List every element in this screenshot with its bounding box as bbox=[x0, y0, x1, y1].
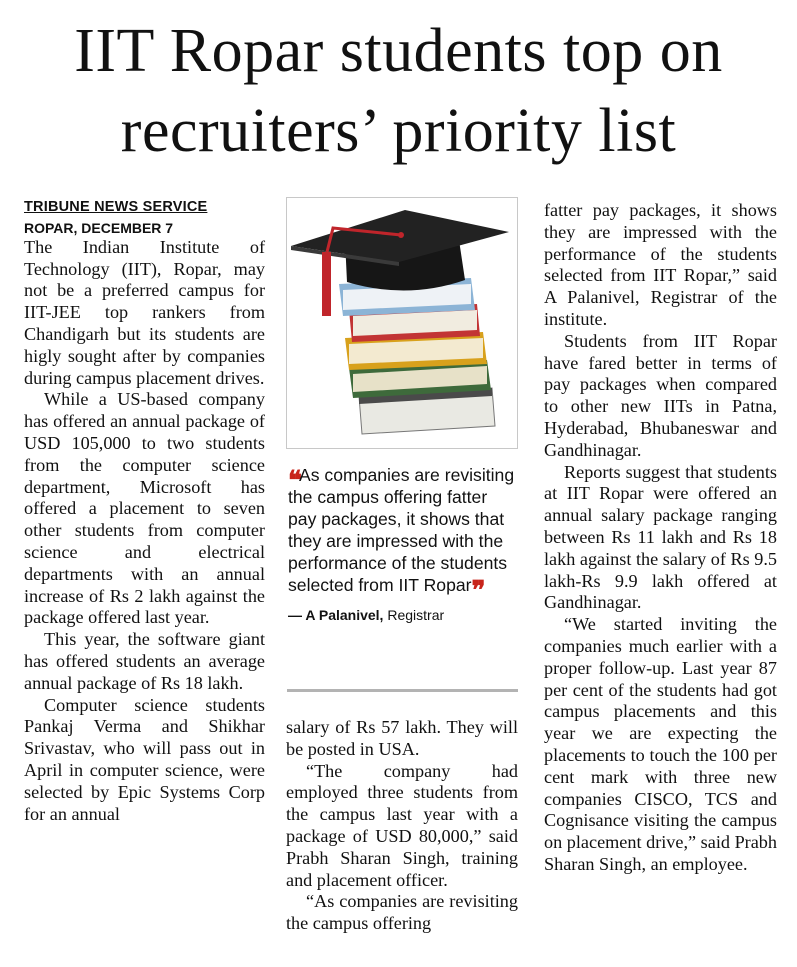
divider bbox=[287, 689, 518, 692]
attribution-name: — A Palanivel, bbox=[288, 607, 384, 623]
close-quote-icon: ❞ bbox=[471, 576, 483, 605]
paragraph: The Indian Institute of Technology (IIT), Ropar, may not be a preferred campus for IIT-JEE top rankers from Chandigarh but its students are higly sought after by companies during campus placement drives. bbox=[24, 236, 265, 388]
paragraph: “The company had employed three students from the campus last year with a package of USD 80,000,” said Prabh Sharan Singh, training and placement officer. bbox=[286, 760, 518, 890]
dateline: ROPAR, DECEMBER 7 bbox=[24, 219, 174, 236]
pull-quote-text-block bbox=[288, 464, 518, 605]
paragraph: “As companies are revisiting the campus offering bbox=[286, 891, 518, 934]
byline: TRIBUNE NEWS SERVICE bbox=[24, 199, 208, 215]
attribution-title: Registrar bbox=[383, 607, 445, 623]
paragraph: Reports suggest that students at IIT Ropar were offered an annual salary package ranging between Rs 11 lakh and Rs 18 lakh against the salary of Rs 9.5 lakh-Rs 9.9 lakh offered at Gandhinagar. bbox=[544, 461, 777, 613]
open-quote-icon: ❝ bbox=[288, 466, 299, 495]
paragraph: salary of Rs 57 lakh. They will be posted in USA. bbox=[286, 717, 518, 759]
pull-quote bbox=[288, 464, 518, 626]
paragraph: Students from IIT Ropar have fared better in terms of pay packages when compared to other new IITs in Patna, Hyderabad, Bhubaneswar and Gandhinagar. bbox=[544, 330, 777, 460]
graduation-cap-on-books-image bbox=[287, 198, 517, 448]
headline-line-1: IIT Ropar students top on bbox=[74, 17, 723, 85]
article-column-1 bbox=[24, 197, 265, 825]
paragraph: While a US-based company has offered an annual package of USD 105,000 to two students from the computer science department, Microsoft has offered a placement to seven other students from computer science and electrical departments with an annual increase of Rs 2 lakh against the package offered last year. bbox=[24, 389, 265, 628]
pull-quote-text: As companies are revisiting the campus offering fatter pay packages, it shows that they are impressed with the performance of the students selected from IIT Ropar bbox=[288, 465, 515, 595]
article-column-2 bbox=[286, 717, 518, 935]
article-column-3 bbox=[544, 200, 777, 876]
paragraph: “We started inviting the companies much earlier with a proper follow-up. Last year 87 per cent of the students had got campus placements and this year we are expecting the placements to touch the 100 per cent mark with three new companies CISCO, TCS and Cognisance visiting the campus on placement drive,” said Prabh Sharan Singh, an employee. bbox=[544, 614, 777, 874]
pull-quote-attribution bbox=[288, 604, 518, 626]
headline-line-2: recruiters’ priority list bbox=[120, 97, 677, 165]
paragraph: fatter pay packages, it shows they are impressed with the performance of the students selected from IIT Ropar,” said A Palanivel, Registrar of the institute. bbox=[544, 200, 777, 329]
paragraph: Computer science students Pankaj Verma and Shikhar Srivastav, who will pass out in April in computer science, were selected by Epic Systems Corp for an annual bbox=[24, 694, 265, 824]
paragraph: This year, the software giant has offered students an average annual package of Rs 18 lakh. bbox=[24, 629, 265, 693]
article-photo bbox=[286, 197, 518, 449]
